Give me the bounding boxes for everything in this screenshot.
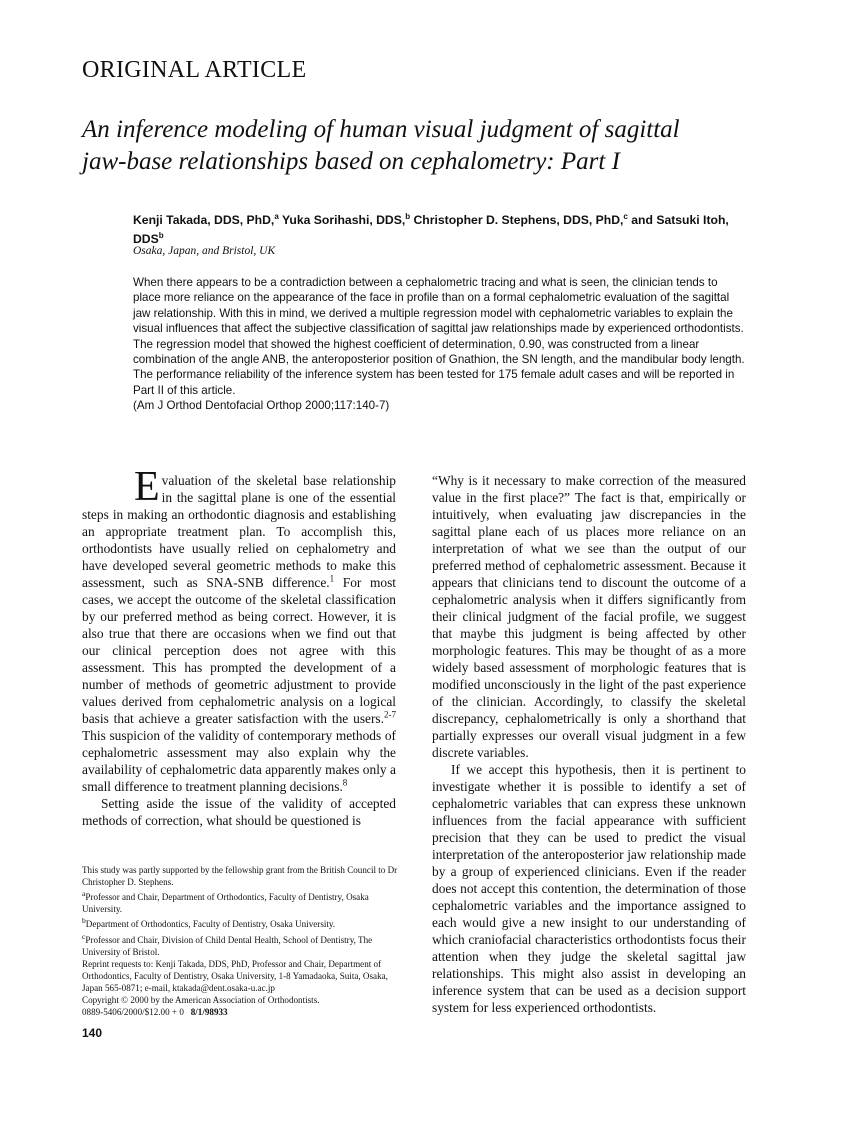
author-1: Kenji Takada, DDS, PhD, xyxy=(133,213,275,228)
reference-citation: 2-7 xyxy=(384,709,396,720)
reference-citation: 1 xyxy=(329,573,335,584)
author-2: Yuka Sorihashi, DDS, xyxy=(278,213,406,228)
author-3: Christopher D. Stephens, DDS, PhD, xyxy=(410,213,624,228)
paragraph-second: Setting aside the issue of the validity of accepted methods of correction, what should be questioned is xyxy=(82,796,396,828)
page-number: 140 xyxy=(82,1026,103,1040)
footnote-mark: c xyxy=(82,931,86,941)
drop-cap: E xyxy=(134,464,160,510)
author-3-affil-mark: c xyxy=(623,212,628,221)
footnote-affiliation-a xyxy=(82,888,398,915)
author-locations: Osaka, Japan, and Bristol, UK xyxy=(133,245,276,257)
footnote-text: Department of Orthodontics, Faculty of Dentistry, Osaka University. xyxy=(85,919,336,930)
footnote-mark: a xyxy=(82,889,86,899)
footnote-funding: This study was partly supported by the fellowship grant from the British Council to Dr Christopher D. Stephens. xyxy=(82,865,398,888)
footnote-affiliation-b xyxy=(82,915,398,930)
paragraph-fourth: If we accept this hypothesis, then it is pertinent to investigate whether it is possible to identify a set of cephalometric variables that can express these unknown influences from the facial appearance with sufficient precision that they can be used to predict the visual interpretation of the anteroposterior jaw relationship made by a group of experienced clinicians. Even if the reader does not accept this contention, the determination of those cephalometric variables and the importance assigned to each would give a new insight to our understanding of which craniofacial characteristics orthodontists focus their attention when they judge the skeletal sagittal jaw relationships. This might also assist in developing an inference system that can be used as a decision support system for less experienced orthodontists. xyxy=(432,762,746,1015)
paragraph-intro xyxy=(82,464,396,795)
body-column-left xyxy=(82,464,396,829)
abstract-citation: (Am J Orthod Dentofacial Orthop 2000;117:140-7) xyxy=(133,399,390,413)
section-label: ORIGINAL ARTICLE xyxy=(82,57,307,83)
title-line-2: jaw-base relationships based on cephalometry: Part I xyxy=(82,148,620,175)
reference-citation: 8 xyxy=(342,777,348,788)
footnote-copyright: Copyright © 2000 by the American Association of Orthodontists. xyxy=(82,995,320,1006)
footnote-issn xyxy=(82,1006,398,1018)
author-list xyxy=(133,209,743,247)
footnote-mark: b xyxy=(82,916,86,926)
footnotes xyxy=(82,864,398,1018)
title-line-1: An inference modeling of human visual judgment of sagittal xyxy=(82,116,680,143)
paragraph-intro-part-3: This suspicion of the validity of contemporary methods of cephalometric assessment may also explain why the availability of cephalometric data apparently makes only a small difference to treatment planning decisions. xyxy=(82,728,396,794)
issn-code: 8/1/98933 xyxy=(190,1007,228,1018)
author-1-affil-mark: a xyxy=(274,212,279,221)
author-4: and Satsuki Itoh, DDS xyxy=(133,213,729,247)
paragraph-intro-part-2: For most cases, we accept the outcome of the skeletal classification by our preferred method as being correct. However, it is also true that there are occasions when we find out that our clinical perception does not agree with this assessment. This has prompted the development of a number of methods of geometric adjustment to provide values derived from cephalometric analysis on a logical basis that achieve a greater satisfaction with the users. xyxy=(82,575,396,726)
author-2-affil-mark: b xyxy=(405,212,411,221)
article-title xyxy=(82,114,782,178)
paragraph-intro-part-1: valuation of the skeletal base relationship in the sagittal plane is one of the essential steps in making an orthodontic diagnosis and establishing an appropriate treatment plan. To accomplish this, orthodontists have usually relied on cephalometry and have developed several geometric methods to make this assessment, such as SNA-SNB difference. xyxy=(82,473,396,590)
author-4-affil-mark: b xyxy=(158,231,164,241)
issn-text: 0889-5406/2000/$12.00 + 0 xyxy=(82,1007,184,1018)
footnote-reprint-requests: Reprint requests to: Kenji Takada, DDS, PhD, Professor and Chair, Department of Orthodontics, Faculty of Dentistry, Osaka University, 1-8 Yamadaoka, Suita, Osaka, Japan 565-0871; e-mail, ktakada@dent.osaka-u.ac.jp xyxy=(82,958,388,993)
footnote-text: Professor and Chair, Department of Orthodontics, Faculty of Dentistry, Osaka University. xyxy=(82,892,369,915)
abstract-text: When there appears to be a contradiction between a cephalometric tracing and what is seen, the clinician tends to place more reliance on the appearance of the face in profile than on a formal cephalometric evaluation of the sagittal jaw relationship. With this in mind, we derived a multiple regression model with cephalometric variables to explain the visual influences that affect the subjective classification of sagittal jaw relationships made by experienced orthodontists. The regression model that showed the highest coefficient of determination, 0.90, was constructed from a linear combination of the angle ANB, the anteroposterior position of Gnathion, the SN length, and the mandibular body length. The performance reliability of the inference system has been tested for 175 female adult cases and will be reported in Part II of this article. xyxy=(133,276,745,397)
abstract xyxy=(133,275,745,414)
footnote-text: Professor and Chair, Division of Child Dental Health, School of Dentistry, The University of Bristol. xyxy=(82,934,373,957)
paragraph-third: “Why is it necessary to make correction of the measured value in the first place?” The fact is that, empirically or intuitively, when evaluating jaw discrepancies in the sagittal plane each of us places more reliance on an interpretation of what we see than the output of our preferred method of cephalometric assessment. Because it appears that clinicians tend to discount the outcome of a cephalometric analysis when it differs significantly from their clinical judgment of the facial profile, we suggest that maybe this judgment is being affected by other morphologic features. This may be thought of as a more widely based assessment of morphologic features that is modified unconsciously in the light of the past experience of the clinician. Accordingly, to classify the skeletal discrepancy, cephalometrically is only a shorthand that partially expresses our overall visual judgment in a few discrete variables. xyxy=(432,473,746,760)
footnote-affiliation-c xyxy=(82,931,398,958)
body-column-right xyxy=(432,472,746,1016)
